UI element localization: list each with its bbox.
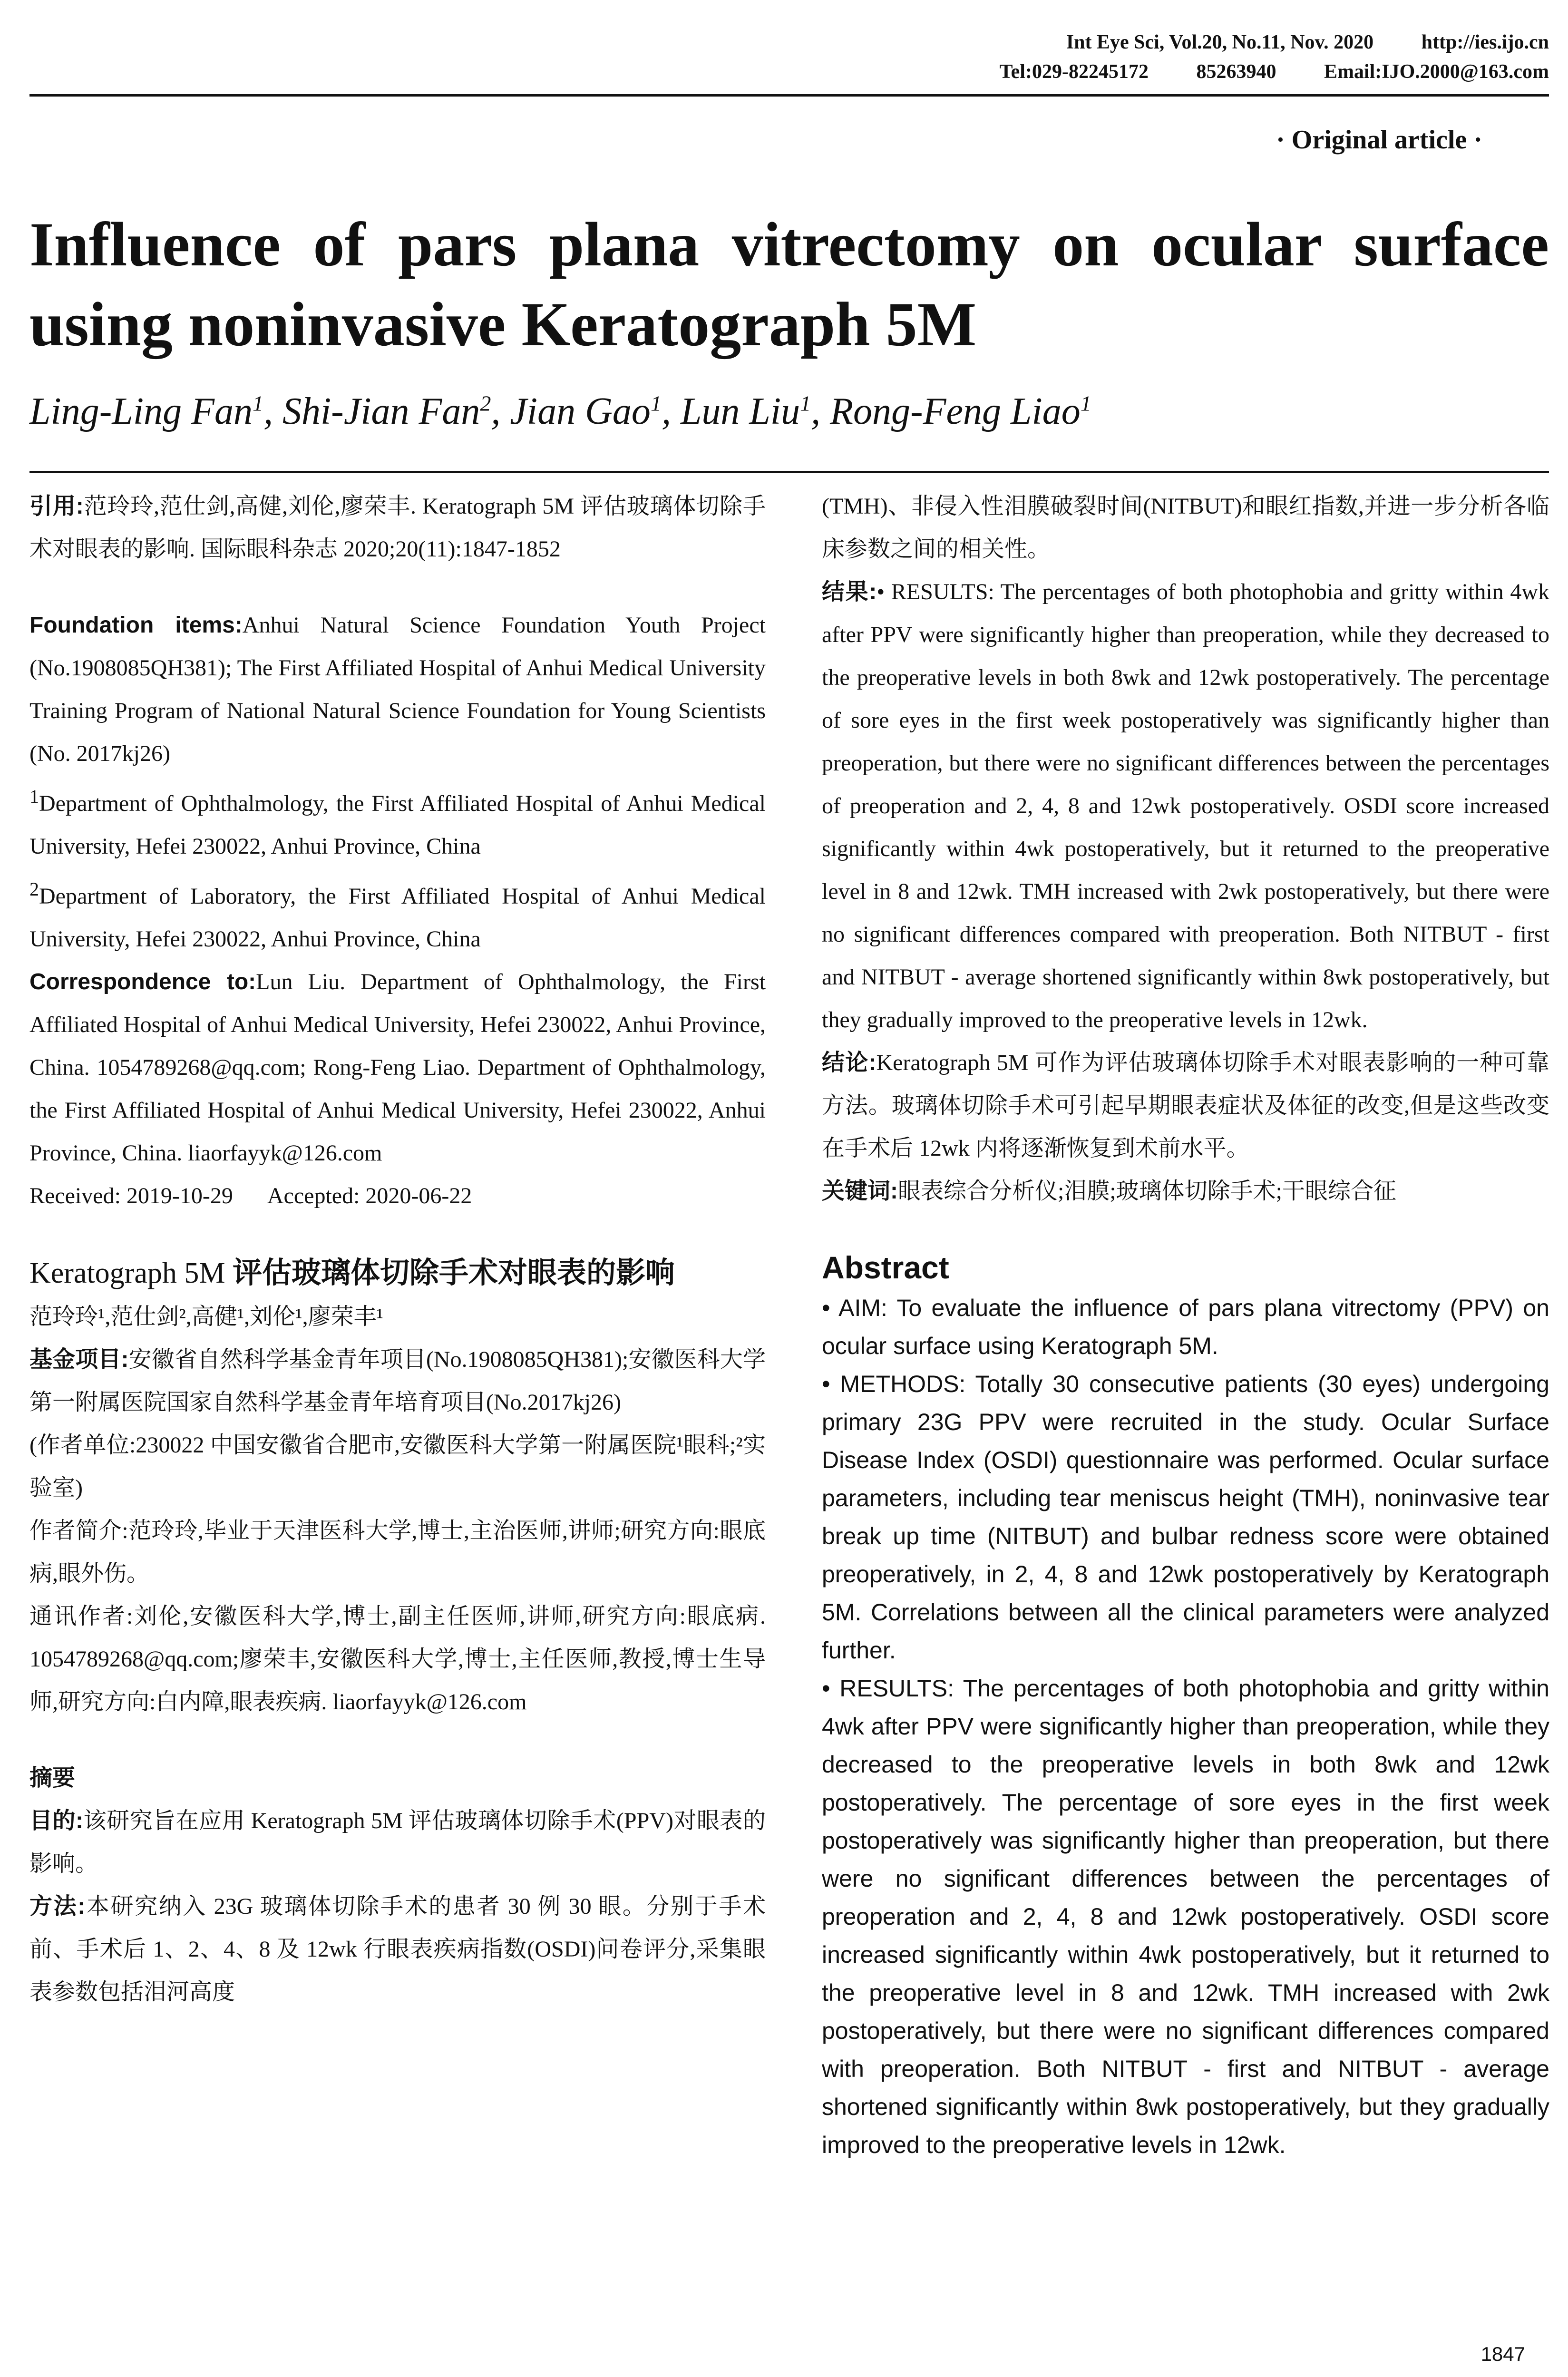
page-number: 1847	[1480, 2343, 1525, 2365]
author-affiliation: 1	[800, 391, 811, 416]
correspondence-label: Correspondence to:	[29, 969, 256, 994]
journal-header	[957, 28, 1549, 87]
affiliation-text: Department of Ophthalmology, the First Affiliated Hospital of Anhui Medical University, Hefei 230022, Anhui Province, China	[29, 791, 766, 859]
methods-zh	[29, 1885, 766, 2014]
dates	[29, 1175, 766, 1218]
results-zh-label: 结果:	[822, 579, 877, 604]
author-name: Shi-Jian Fan	[282, 390, 480, 432]
author-rule	[29, 471, 1549, 473]
conclusion-zh-label: 结论:	[822, 1050, 877, 1075]
author-name: Lun Liu	[680, 390, 800, 432]
abstract-heading: Abstract	[822, 1250, 949, 1285]
article-type: · Original article ·	[1276, 125, 1482, 155]
citation-text: 范玲玲,范仕剑,高健,刘伦,廖荣丰. Keratograph 5M 评估玻璃体切除手术对眼表的影响. 国际眼科杂志 2020;20(11):1847-1852	[29, 494, 766, 562]
author-affiliation: 1	[650, 391, 662, 416]
corresponding-author-zh: 通讯作者:刘伦,安徽医科大学,博士,副主任医师,讲师,研究方向:眼底病. 1054789268@qq.com;廖荣丰,安徽医科大学,博士,主任医师,教授,博士生导师,研究方向:白内障,眼表疾病. liaorfayyk@126.com	[29, 1604, 766, 1715]
journal-citation: Int Eye Sci, Vol.20, No.11, Nov. 2020	[1066, 31, 1374, 53]
results-zh-text: • RESULTS: The percentages of both photophobia and gritty within 4wk after PPV were significantly higher than preoperation, while they decreased to the preoperative levels in both 8wk and 12wk postoperatively. The percentage of sore eyes in the first week postoperatively was significantly higher than preoperation, but there were no significant differences between the percentages of preoperation and 2, 4, 8 and 12wk postoperatively. OSDI score increased significantly within 4wk postoperatively, but it returned to the preoperative level in 8 and 12wk. TMH increased with 2wk postoperatively, but there were no significant differences compared with preoperation. Both NITBUT - first and NITBUT - average shortened significantly within 8wk postoperatively, but they gradually improved to the preoperative levels in 12wk.	[822, 579, 1549, 1033]
author-affiliation: 1	[1080, 391, 1091, 416]
abstract-results: • RESULTS: The percentages of both photophobia and gritty within 4wk after PPV were significantly higher than preoperation, while they decreased to the preoperative levels in both 8wk and 12wk postoperatively. The percentage of sore eyes in the first week postoperatively was significantly higher than preoperation, but there were no significant differences between the percentages of preoperation and 2, 4, 8 and 12wk postoperatively. OSDI score increased significantly within 4wk postoperatively, but it returned to the preoperative level in 8 and 12wk. TMH increased with 2wk postoperatively, but there were no significant differences compared with preoperation. Both NITBUT - first and NITBUT - average shortened significantly within 8wk postoperatively, but they gradually improved to the preoperative levels in 12wk.	[822, 1675, 1549, 2158]
correspondence	[29, 961, 766, 1175]
affiliation-text: Department of Laboratory, the First Affiliated Hospital of Anhui Medical University, Hefei 230022, Anhui Province, China	[29, 884, 766, 952]
funding-zh-label: 基金项目:	[29, 1347, 129, 1372]
author-name: Rong-Feng Liao	[830, 390, 1081, 432]
author-affiliation: 1	[252, 391, 263, 416]
foundation-items	[29, 604, 766, 775]
author-name: Jian Gao	[510, 390, 651, 432]
author-list: Ling-Ling Fan$^1$, Shi-Jian Fan$^2$, Jian Gao$^1$, Lun Liu$^1$, Rong-Feng Liao$^1$	[29, 390, 1091, 432]
citation	[29, 485, 766, 571]
correspondence-text: Lun Liu. Department of Ophthalmology, the First Affiliated Hospital of Anhui Medical University, Hefei 230022, Anhui Province, China. 1054789268@qq.com; Rong-Feng Liao. Department of Ophthalmology, the First Affiliated Hospital of Anhui Medical University, Hefei 230022, Anhui Province, China. liaorfayyk@126.com	[29, 969, 766, 1166]
journal-url[interactable]: http://ies.ijo.cn	[1421, 31, 1549, 53]
journal-tel2: 85263940	[1196, 61, 1276, 83]
keywords-zh	[822, 1170, 1549, 1213]
abstract-zh-heading: 摘要	[29, 1765, 76, 1791]
affiliation-number: 1	[29, 786, 39, 807]
affiliation-number: 2	[29, 878, 39, 900]
foundation-text: Anhui Natural Science Foundation Youth Project (No.1908085QH381); The First Affiliated Hospital of Anhui Medical University Training Program of National Natural Science Foundation for Young Scientists (No. 2017kj26)	[29, 613, 766, 766]
conclusion-zh	[822, 1042, 1549, 1170]
abstract-methods: • METHODS: Totally 30 consecutive patients (30 eyes) undergoing primary 23G PPV were recruited in the study. Ocular Surface Disease Index (OSDI) questionnaire was performed. Ocular surface parameters, including tear meniscus height (TMH), noninvasive tear break up time (NITBUT) and bulbar redness score were obtained preoperatively, in 2, 4, 8 and 12wk postoperatively by Keratograph 5M. Correlations between all the clinical parameters were analyzed further.	[822, 1371, 1549, 1664]
left-column	[29, 485, 766, 2014]
chinese-title	[29, 1251, 766, 1296]
keywords-zh-label: 关键词:	[822, 1179, 898, 1204]
funding-zh	[29, 1338, 766, 1424]
results-zh	[822, 571, 1549, 1042]
chinese-authors: 范玲玲¹,范仕剑²,高健¹,刘伦¹,廖荣丰¹	[29, 1304, 383, 1329]
chinese-title-part: Keratograph 5M	[29, 1257, 233, 1289]
aim-zh	[29, 1800, 766, 1885]
funding-zh-text: 安徽省自然科学基金青年项目(No.1908085QH381);安徽医科大学第一附属医院国家自然科学基金青年培育项目(No.2017kj26)	[29, 1347, 766, 1415]
abstract-aim: • AIM: To evaluate the influence of pars plana vitrectomy (PPV) on ocular surface using Keratograph 5M.	[822, 1295, 1549, 1359]
citation-label: 引用:	[29, 494, 84, 519]
right-column	[822, 485, 1549, 2164]
journal-tel: Tel:029-82245172	[999, 61, 1149, 83]
paper-title: Influence of pars plana vitrectomy on ocular surface using noninvasive Keratograph 5M	[29, 209, 1549, 359]
chinese-title-part: 评估玻璃体切除手术对眼表的影响	[232, 1257, 675, 1289]
methods-zh-text: 本研究纳入 23G 玻璃体切除手术的患者 30 例 30 眼。分别于手术前、手术后 1、2、4、8 及 12wk 行眼表疾病指数(OSDI)问卷评分,采集眼表参数包括泪河高度	[29, 1894, 766, 2005]
author-bio: 作者简介:范玲玲,毕业于天津医科大学,博士,主治医师,讲师;研究方向:眼底病,眼外伤。	[29, 1518, 766, 1586]
aim-zh-text: 该研究旨在应用 Keratograph 5M 评估玻璃体切除手术(PPV)对眼表的影响。	[29, 1808, 766, 1876]
author-unit: (作者单位:230022 中国安徽省合肥市,安徽医科大学第一附属医院¹眼科;²实验室)	[29, 1432, 766, 1500]
conclusion-zh-text: Keratograph 5M 可作为评估玻璃体切除手术对眼表影响的一种可靠方法。玻璃体切除手术可引起早期眼表症状及体征的改变,但是这些改变在手术后 12wk 内将逐渐恢复到术前水平。	[822, 1050, 1549, 1161]
affiliation-2	[29, 868, 766, 961]
methods-zh-label: 方法:	[29, 1894, 86, 1919]
received-date: Received: 2019-10-29	[29, 1183, 233, 1208]
journal-email: Email:IJO.2000@163.com	[1324, 61, 1549, 83]
author-name: Ling-Ling Fan	[29, 390, 253, 432]
methods-zh-continued: (TMH)、非侵入性泪膜破裂时间(NITBUT)和眼红指数,并进一步分析各临床参数之间的相关性。	[822, 494, 1549, 562]
author-affiliation: 2	[480, 391, 491, 416]
accepted-date: Accepted: 2020-06-22	[267, 1183, 472, 1208]
header-rule	[29, 94, 1549, 97]
aim-zh-label: 目的:	[29, 1808, 84, 1833]
affiliation-1	[29, 775, 766, 868]
foundation-label: Foundation items:	[29, 613, 243, 638]
keywords-zh-text: 眼表综合分析仪;泪膜;玻璃体切除手术;干眼综合征	[898, 1179, 1397, 1204]
